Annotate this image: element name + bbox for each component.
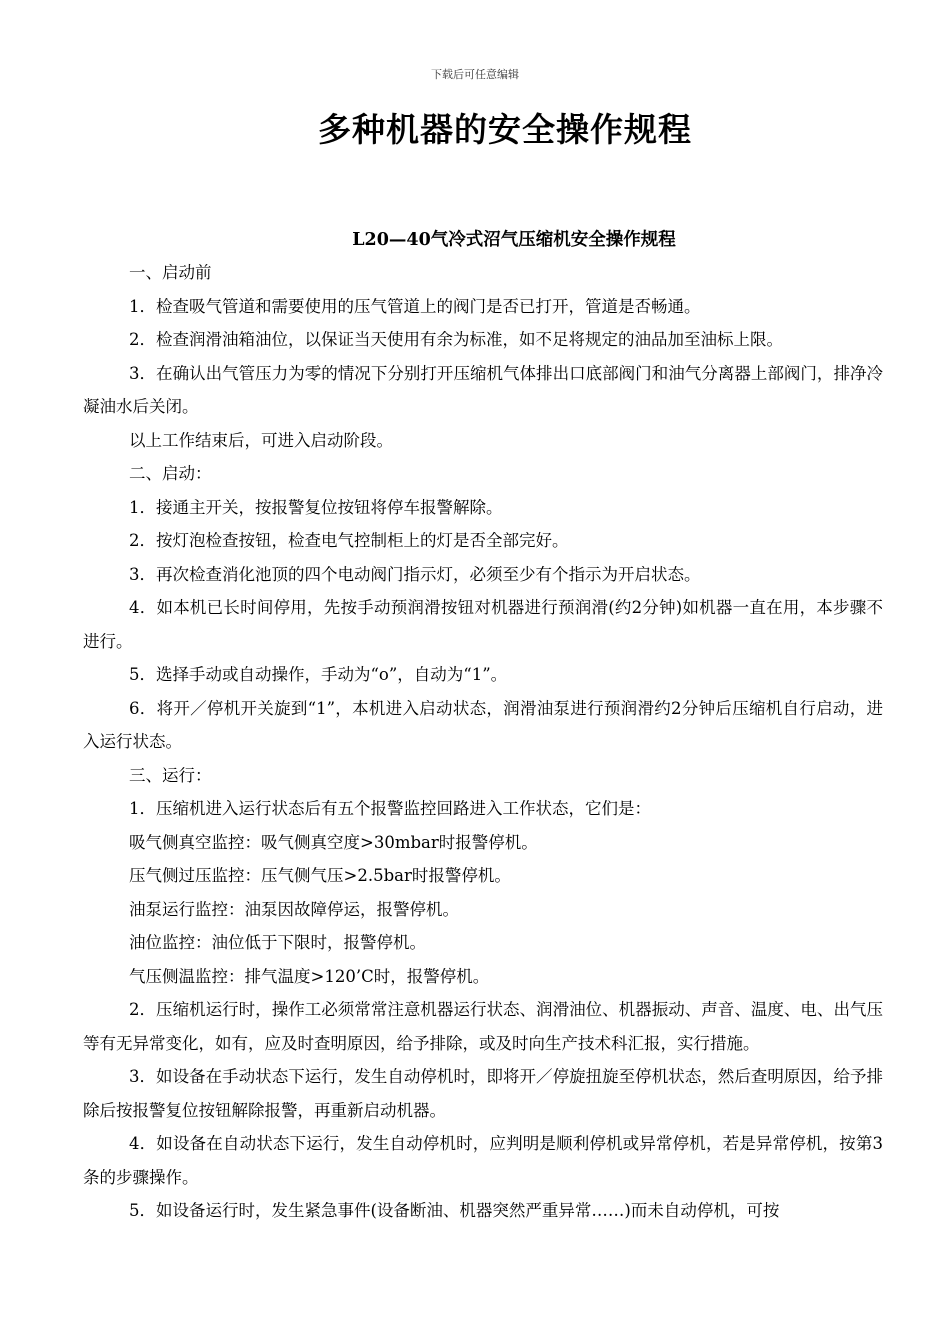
paragraph: 3．在确认出气管压力为零的情况下分别打开压缩机气体排出口底部阀门和油气分离器上部阀门，排净冷凝油水后关闭。 (83, 363, 883, 416)
paragraph: 5．选择手动或自动操作，手动为“o”，自动为“1”。 (129, 665, 508, 684)
paragraph: 以上工作结束后，可进入启动阶段。 (129, 430, 393, 450)
header-note: 下载后可任意编辑 (431, 68, 519, 81)
paragraph: 2．压缩机运行时，操作工必须常常注意机器运行状态、润滑油位、机器振动、声音、温度、电、出气压等有无异常变化，如有，应及时查明原因，给予排除，或及时向生产技术科汇报，实行措施。 (83, 1000, 883, 1053)
paragraph: 1．接通主开关，按报警复位按钮将停车报警解除。 (129, 497, 503, 517)
paragraph: 2．检查润滑油箱油位，以保证当天使用有余为标准，如不足将规定的油品加至油标上限。 (129, 330, 783, 349)
paragraph: 3．再次检查消化池顶的四个电动阀门指示灯，必须至少有个指示为开启状态。 (129, 564, 701, 584)
paragraph: 2．按灯泡检查按钮，检查电气控制柜上的灯是否全部完好。 (129, 531, 569, 550)
paragraph: 4．如本机已长时间停用，先按手动预润滑按钮对机器进行预润滑(约2分钟)如机器一直在用，本步骤不进行。 (83, 598, 883, 651)
paragraph: 4．如设备在自动状态下运行，发生自动停机时，应判明是顺利停机或异常停机，若是异常停机，按第3条的步骤操作。 (83, 1134, 883, 1187)
heading-running: 三、运行： (129, 765, 212, 785)
monitor-item: 吸气侧真空监控：吸气侧真空度>30mbar时报警停机。 (129, 832, 538, 852)
heading-before-start: 一、启动前 (129, 263, 212, 282)
section-title: L20—40气冷式沼气压缩机安全操作规程 (352, 230, 676, 250)
heading-start: 二、启动： (129, 464, 212, 483)
monitor-item: 油位监控：油位低于下限时，报警停机。 (129, 933, 426, 952)
paragraph: 1．压缩机进入运行状态后有五个报警监控回路进入工作状态，它们是： (129, 799, 651, 818)
paragraph: 5．如设备运行时，发生紧急事件(设备断油、机器突然严重异常……)而未自动停机，可按 (129, 1201, 780, 1220)
body-text (83, 256, 883, 1228)
document-title: 多种机器的安全操作规程 (318, 110, 692, 149)
paragraph: 3．如设备在手动状态下运行，发生自动停机时，即将开／停旋扭旋至停机状态，然后查明原因，给予排除后按报警复位按钮解除报警，再重新启动机器。 (83, 1067, 883, 1120)
monitor-item: 油泵运行监控：油泵因故障停运，报警停机。 (129, 899, 459, 919)
monitor-item: 压气侧过压监控：压气侧气压>2.5bar时报警停机。 (129, 866, 511, 885)
paragraph: 6．将开／停机开关旋到“1”，本机进入启动状态，润滑油泵进行预润滑约2分钟后压缩机自行启动，进入运行状态。 (83, 698, 883, 751)
paragraph: 1．检查吸气管道和需要使用的压气管道上的阀门是否已打开，管道是否畅通。 (129, 296, 701, 316)
monitor-item: 气压侧温监控：排气温度>120’C时，报警停机。 (129, 966, 490, 986)
